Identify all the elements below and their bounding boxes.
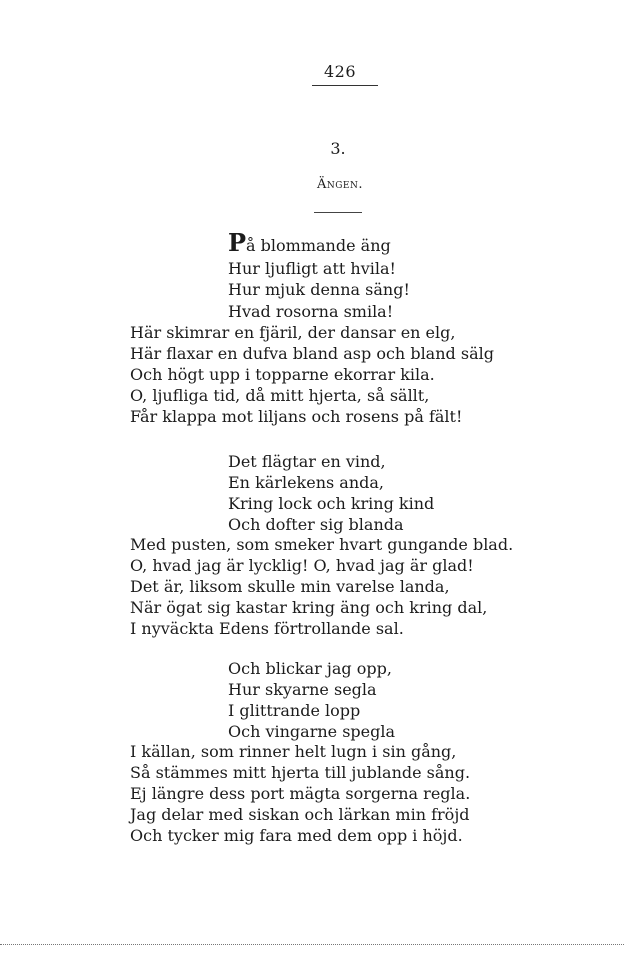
section-number: 3. — [330, 139, 346, 158]
poem-line: Och tycker mig fara med dem opp i höjd. — [130, 826, 463, 845]
poem-line: Hur mjuk denna säng! — [228, 280, 410, 299]
poem-line: Kring lock och kring kind — [228, 494, 435, 513]
page-number-rule — [312, 85, 378, 86]
line-text: å blommande äng — [246, 236, 391, 255]
poem-line: Och dofter sig blanda — [228, 515, 404, 534]
poem-line: I källan, som rinner helt lugn i sin gång, — [130, 742, 457, 761]
poem-line: Det flägtar en vind, — [228, 452, 386, 471]
poem-line: Och vingarne spegla — [228, 722, 396, 741]
poem-line: Jag delar med siskan och lärkan min fröjd — [130, 805, 470, 824]
poem-line: Och blickar jag opp, — [228, 659, 392, 678]
poem-line: Hur ljufligt att hvila! — [228, 259, 396, 278]
poem-line: O, ljufliga tid, då mitt hjerta, så sällt, — [130, 386, 430, 405]
poem-line: En kärlekens anda, — [228, 473, 385, 492]
poem-line: Det är, liksom skulle min varelse landa, — [130, 577, 450, 596]
title-rule — [314, 212, 362, 213]
poem-line: Här flaxar en dufva bland asp och bland sälg — [130, 344, 494, 363]
poem-line: Ej längre dess port mägta sorgerna regla. — [130, 784, 471, 803]
page-bottom-edge — [0, 944, 624, 946]
poem-line: I nyväckta Edens förtrollande sal. — [130, 619, 404, 638]
poem-line: Hur skyarne segla — [228, 680, 377, 699]
poem-line — [228, 228, 391, 257]
poem-line: Med pusten, som smeker hvart gungande blad. — [130, 535, 514, 554]
poem-line: I glittrande lopp — [228, 701, 361, 720]
poem-line: När ögat sig kastar kring äng och kring dal, — [130, 598, 488, 617]
drop-cap: P — [228, 228, 247, 257]
poem-line: Så stämmes mitt hjerta till jublande sång. — [130, 763, 471, 782]
page-number: 426 — [323, 62, 357, 81]
poem-line: Får klappa mot liljans och rosens på fält! — [130, 407, 463, 426]
poem-title: Ängen. — [316, 177, 364, 192]
poem-line: O, hvad jag är lycklig! O, hvad jag är glad! — [130, 556, 474, 575]
poem-line: Hvad rosorna smila! — [228, 302, 394, 321]
poem-line: Här skimrar en fjäril, der dansar en elg, — [130, 323, 456, 342]
poem-line: Och högt upp i topparne ekorrar kila. — [130, 365, 435, 384]
